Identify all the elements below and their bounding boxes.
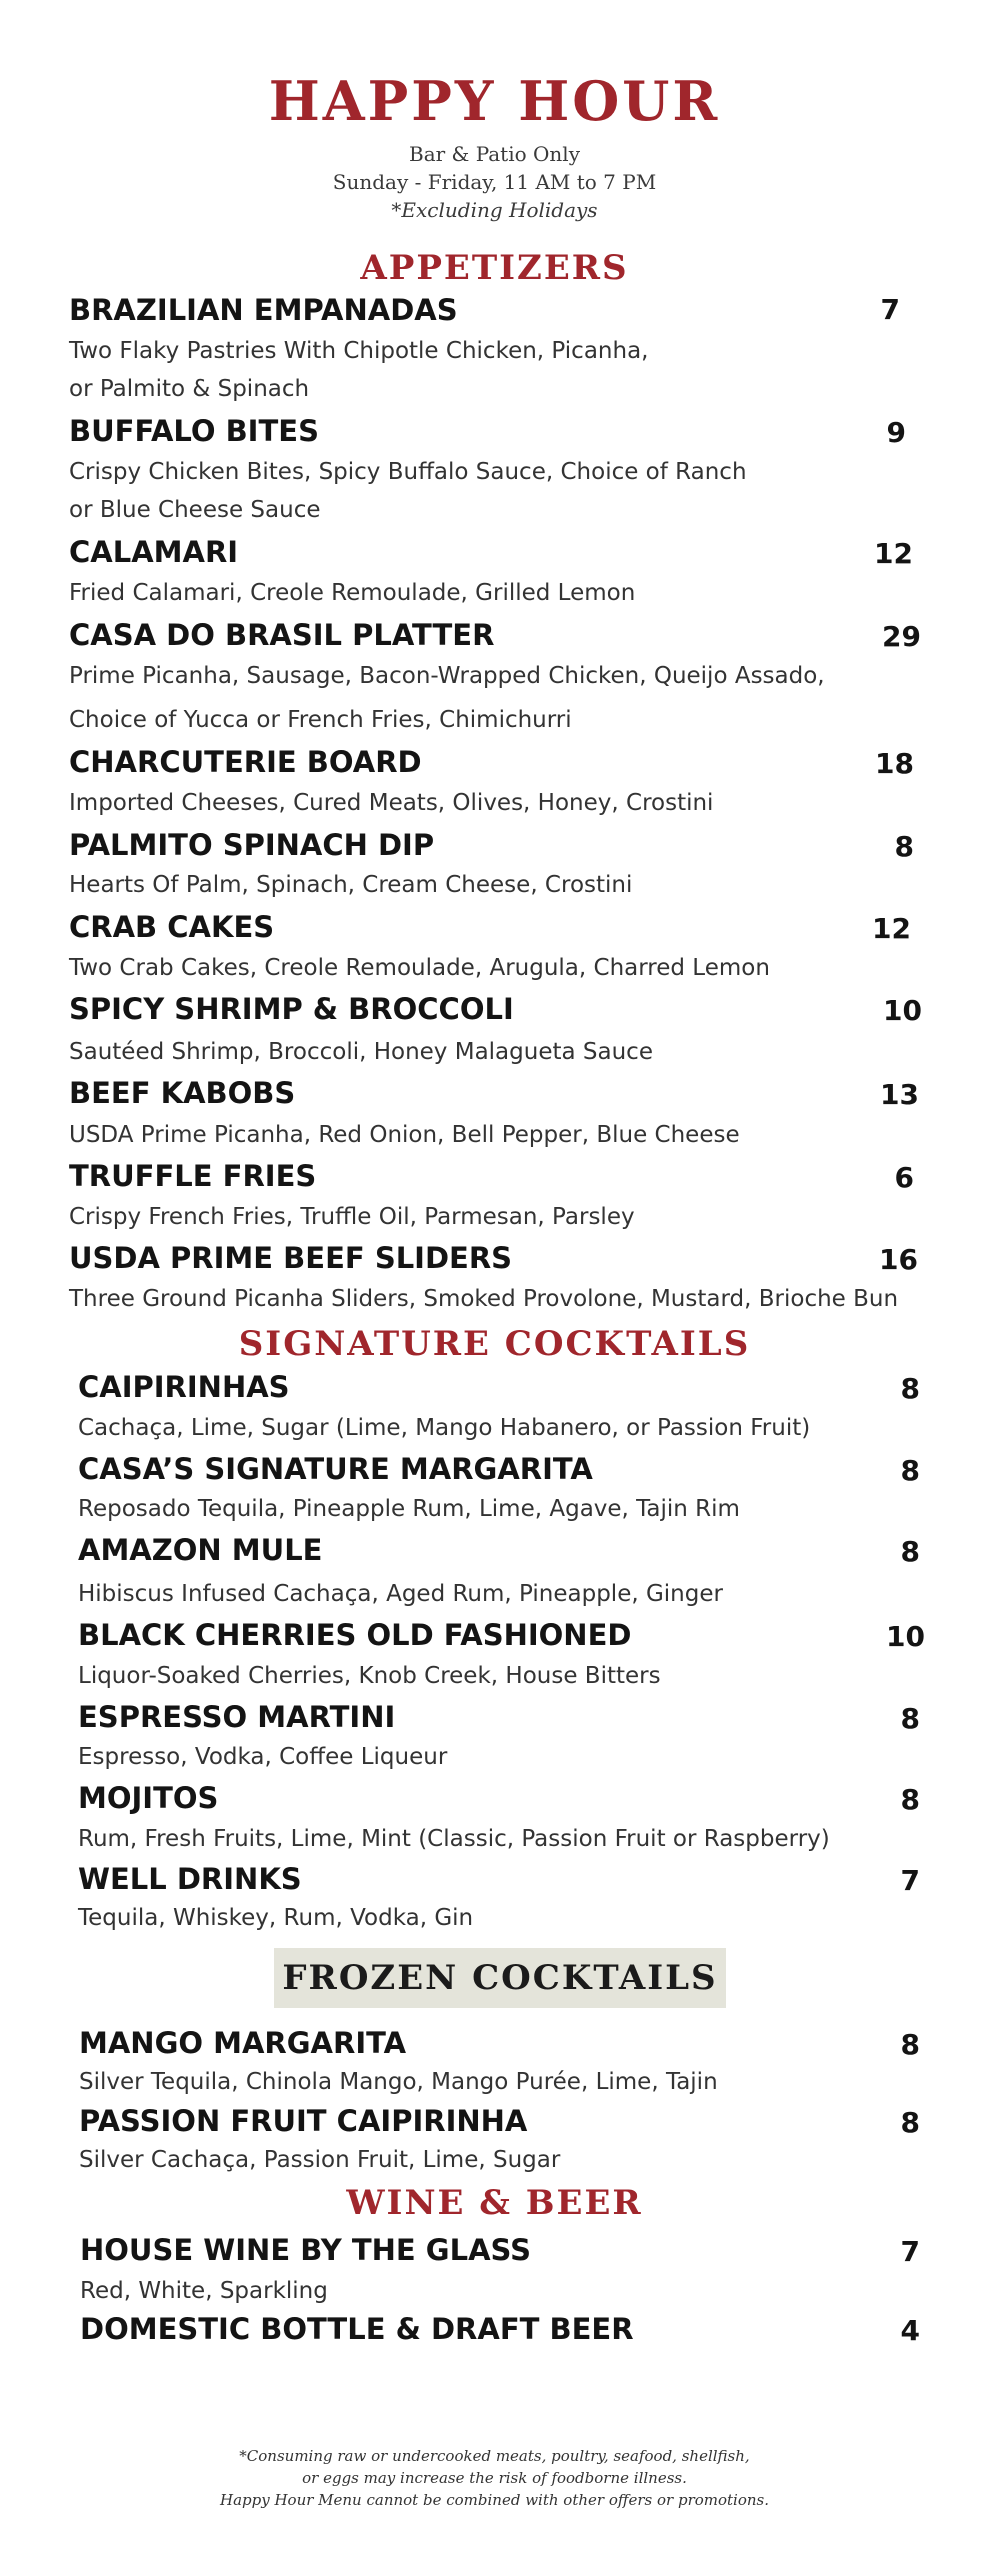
page-title: HAPPY HOUR xyxy=(268,69,721,133)
item-name: CHARCUTERIE BOARD xyxy=(69,745,422,779)
item-description: Rum, Fresh Fruits, Lime, Mint (Classic, Passion Fruit or Raspberry) xyxy=(78,1826,830,1852)
item-description: Crispy Chicken Bites, Spicy Buffalo Sauce, Choice of Ranch xyxy=(69,459,747,485)
item-description: or Palmito & Spinach xyxy=(69,376,310,402)
item-name: CALAMARI xyxy=(69,535,239,569)
item-name: SPICY SHRIMP & BROCCOLI xyxy=(69,992,514,1026)
section-title-frozen: FROZEN COCKTAILS xyxy=(282,1958,718,1998)
item-name: PASSION FRUIT CAIPIRINHA xyxy=(79,2104,528,2138)
item-description: Silver Cachaça, Passion Fruit, Lime, Sugar xyxy=(79,2147,561,2173)
item-price: 18 xyxy=(875,747,914,780)
item-name: MANGO MARGARITA xyxy=(79,2026,407,2060)
item-price: 8 xyxy=(900,1372,920,1405)
item-description: Tequila, Whiskey, Rum, Vodka, Gin xyxy=(78,1905,474,1931)
item-name: BRAZILIAN EMPANADAS xyxy=(69,293,458,327)
item-price: 10 xyxy=(886,1620,925,1653)
item-description: Two Crab Cakes, Creole Remoulade, Arugula, Charred Lemon xyxy=(69,955,770,981)
item-name: CASA’S SIGNATURE MARGARITA xyxy=(78,1452,593,1486)
item-price: 8 xyxy=(900,2028,920,2061)
item-name: DOMESTIC BOTTLE & DRAFT BEER xyxy=(80,2312,634,2346)
item-price: 7 xyxy=(900,1864,920,1897)
item-description: Hearts Of Palm, Spinach, Cream Cheese, Crostini xyxy=(69,872,633,898)
item-description: Espresso, Vodka, Coffee Liqueur xyxy=(78,1744,448,1770)
subtitle-exclusion: *Excluding Holidays xyxy=(391,198,598,222)
item-name: PALMITO SPINACH DIP xyxy=(69,828,435,862)
item-price: 7 xyxy=(900,2235,920,2268)
item-price: 8 xyxy=(900,1702,920,1735)
item-name: BEEF KABOBS xyxy=(69,1076,296,1110)
footer-disclaimer-line3: Happy Hour Menu cannot be combined with other offers or promotions. xyxy=(219,2491,770,2509)
item-price: 29 xyxy=(882,620,921,653)
item-price: 8 xyxy=(900,2106,920,2139)
item-price: 12 xyxy=(874,537,913,570)
item-description: Liquor-Soaked Cherries, Knob Creek, House Bitters xyxy=(78,1663,661,1689)
footer-disclaimer-line2: or eggs may increase the risk of foodborne illness. xyxy=(302,2469,687,2487)
item-description: Reposado Tequila, Pineapple Rum, Lime, Agave, Tajin Rim xyxy=(78,1496,740,1522)
item-description: Fried Calamari, Creole Remoulade, Grilled Lemon xyxy=(69,580,636,606)
subtitle-location: Bar & Patio Only xyxy=(409,142,580,166)
item-description: Cachaça, Lime, Sugar (Lime, Mango Habanero, or Passion Fruit) xyxy=(78,1415,811,1441)
item-price: 8 xyxy=(900,1454,920,1487)
item-name: ESPRESSO MARTINI xyxy=(78,1700,396,1734)
item-description: Choice of Yucca or French Fries, Chimichurri xyxy=(69,707,572,733)
item-description: Two Flaky Pastries With Chipotle Chicken, Picanha, xyxy=(69,338,649,364)
item-price: 8 xyxy=(894,830,914,863)
item-name: AMAZON MULE xyxy=(78,1533,323,1567)
item-description: Three Ground Picanha Sliders, Smoked Provolone, Mustard, Brioche Bun xyxy=(69,1286,899,1312)
section-title-wine-beer: WINE & BEER xyxy=(346,2183,643,2223)
section-title-cocktails: SIGNATURE COCKTAILS xyxy=(238,1324,751,1364)
item-description: USDA Prime Picanha, Red Onion, Bell Pepper, Blue Cheese xyxy=(69,1122,740,1148)
item-description: Imported Cheeses, Cured Meats, Olives, Honey, Crostini xyxy=(69,790,714,816)
item-description: Silver Tequila, Chinola Mango, Mango Purée, Lime, Tajin xyxy=(79,2069,718,2095)
item-description: Sautéed Shrimp, Broccoli, Honey Malagueta Sauce xyxy=(69,1039,653,1065)
item-name: WELL DRINKS xyxy=(78,1862,302,1896)
item-price: 7 xyxy=(880,293,900,326)
item-name: BLACK CHERRIES OLD FASHIONED xyxy=(78,1618,632,1652)
item-price: 10 xyxy=(883,994,922,1027)
footer-disclaimer-line1: *Consuming raw or undercooked meats, poultry, seafood, shellfish, xyxy=(239,2447,750,2465)
item-description: or Blue Cheese Sauce xyxy=(69,497,321,523)
item-name: BUFFALO BITES xyxy=(69,414,319,448)
item-price: 9 xyxy=(886,416,906,449)
section-title-appetizers: APPETIZERS xyxy=(360,248,629,288)
item-price: 16 xyxy=(879,1243,918,1276)
item-name: CAIPIRINHAS xyxy=(78,1370,290,1404)
item-price: 8 xyxy=(900,1783,920,1816)
item-name: TRUFFLE FRIES xyxy=(69,1159,317,1193)
subtitle-hours: Sunday - Friday, 11 AM to 7 PM xyxy=(332,170,657,194)
item-price: 13 xyxy=(880,1078,919,1111)
item-price: 12 xyxy=(872,912,911,945)
item-description: Hibiscus Infused Cachaça, Aged Rum, Pineapple, Ginger xyxy=(78,1581,723,1607)
item-price: 6 xyxy=(894,1161,914,1194)
item-price: 8 xyxy=(900,1535,920,1568)
item-price: 4 xyxy=(900,2314,920,2347)
item-name: CASA DO BRASIL PLATTER xyxy=(69,618,495,652)
item-description: Red, White, Sparkling xyxy=(80,2278,328,2304)
item-name: MOJITOS xyxy=(78,1781,219,1815)
item-description: Prime Picanha, Sausage, Bacon-Wrapped Chicken, Queijo Assado, xyxy=(69,663,825,689)
item-name: USDA PRIME BEEF SLIDERS xyxy=(69,1241,513,1275)
item-name: HOUSE WINE BY THE GLASS xyxy=(80,2233,531,2267)
item-name: CRAB CAKES xyxy=(69,910,275,944)
item-description: Crispy French Fries, Truffle Oil, Parmesan, Parsley xyxy=(69,1204,635,1230)
